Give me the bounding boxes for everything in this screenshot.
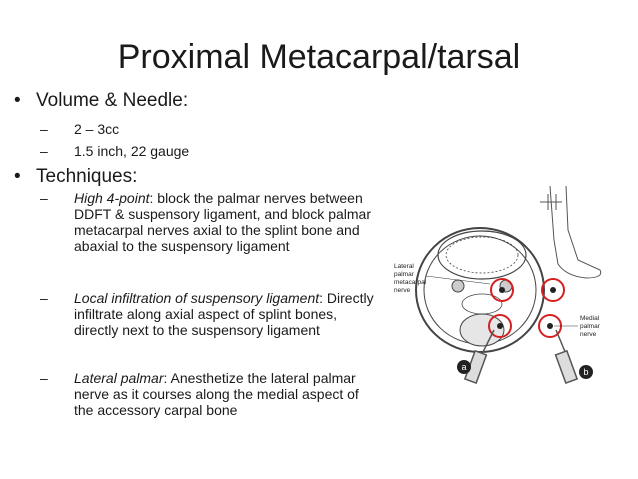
limb-inset-drawing <box>540 186 601 278</box>
svg-text:a: a <box>461 362 467 372</box>
slide-title: Proximal Metacarpal/tarsal <box>117 38 521 76</box>
bullet-volume-needle: • Volume & Needle: <box>14 90 189 111</box>
technique-lateral-palmar: – Lateral palmar: Anesthetize the lateral palmar nerve as it courses along the medial aspect of the accessory carpal bone <box>40 370 359 418</box>
svg-text:b: b <box>583 367 589 377</box>
label-medial-palmar-nerve: Medial palmar nerve <box>580 315 600 338</box>
cross-section <box>416 228 544 352</box>
sub-bullet-needle: – 1.5 inch, 22 gauge <box>40 143 190 159</box>
technique-local-infiltration: – Local infiltration of suspensory ligament: Directly infiltrate along axial aspect of splint bones, directly next to the suspensory ligament <box>40 290 374 338</box>
bullet-dot: • <box>14 90 21 111</box>
cross-section-diagram <box>390 180 612 390</box>
bullet-dot: • <box>14 166 21 187</box>
technique-high-4-point: – High 4-point: block the palmar nerves between DDFT & suspensory ligament, and block palmar metacarpal nerves axial to the splint bone and abaxial to the suspensory ligament <box>40 190 371 254</box>
sub-bullet-volume: – 2 – 3cc <box>40 121 120 137</box>
anatomy-figure <box>390 180 612 390</box>
label-lateral-palmar-metacarpal-nerve: Lateral palmar metacarpal nerve <box>394 263 427 294</box>
bullet-techniques: • Techniques: <box>14 166 138 187</box>
